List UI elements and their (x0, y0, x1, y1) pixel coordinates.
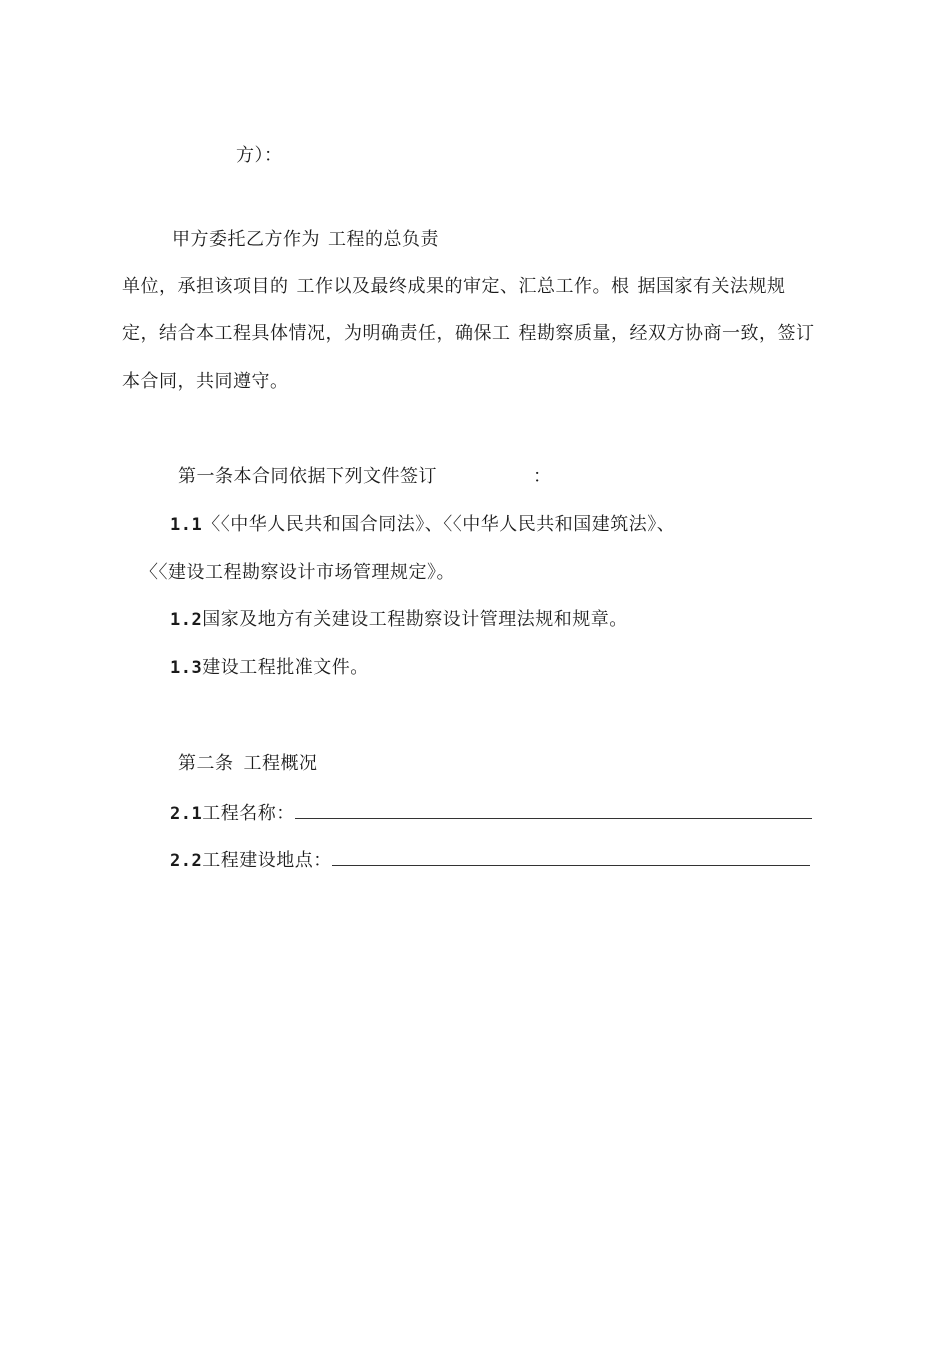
article-1-item-1-continued: 〈〈建设工程勘察设计市场管理规定》。 (140, 562, 455, 583)
intro-line-1-a: 甲方委托乙方作为 (172, 229, 320, 250)
project-name-blank[interactable] (295, 800, 812, 819)
project-location-blank[interactable] (332, 847, 810, 866)
article-2-title (178, 752, 318, 776)
item-number: 2.1 (170, 804, 203, 824)
article-1-item-1 (170, 513, 675, 537)
intro-line-2-b: 工作以及最终成果的审定、汇总工作。根 (296, 276, 630, 297)
intro-line-3-a: 定，结合本工程具体情况，为明确责任，确保工 (122, 323, 511, 344)
item-text: 〈〈中华人民共和国合同法》、〈〈中华人民共和国建筑法》、 (202, 514, 676, 535)
article-2-heading: 第二条 (178, 753, 234, 774)
item-text: 国家及地方有关建设工程勘察设计管理法规和规章。 (202, 609, 628, 630)
party-fragment: 方）： (236, 145, 283, 166)
article-1-colon: ： (533, 466, 552, 487)
article-1-title (178, 465, 552, 489)
item-number: 2.2 (170, 851, 203, 871)
article-1-item-3 (170, 656, 369, 680)
item-number: 1.3 (170, 658, 203, 678)
item-text: 建设工程批准文件。 (202, 657, 369, 678)
intro-line-3 (122, 322, 815, 346)
item-number: 1.2 (170, 610, 203, 630)
intro-line-1 (172, 228, 439, 252)
item-number: 1.1 (170, 515, 203, 535)
article-1-item-2 (170, 608, 628, 632)
article-1-heading: 第一条本合同依据下列文件签订 (178, 466, 437, 487)
intro-line-2-c: 据国家有关法规规 (637, 276, 786, 297)
article-2-item-1 (170, 800, 812, 826)
article-2-item-2 (170, 847, 810, 873)
item-label: 工程名称： (202, 803, 295, 824)
intro-line-2 (122, 275, 786, 299)
item-label: 工程建设地点： (202, 850, 332, 871)
intro-line-1-b: 工程的总负责 (328, 229, 439, 250)
intro-line-3-b: 程勘察质量，经双方协商一致，签订 (518, 323, 815, 344)
intro-line-4: 本合同，共同遵守。 (122, 371, 289, 392)
article-2-heading-b: 工程概况 (243, 753, 318, 774)
intro-line-2-a: 单位，承担该项目的 (122, 276, 289, 297)
